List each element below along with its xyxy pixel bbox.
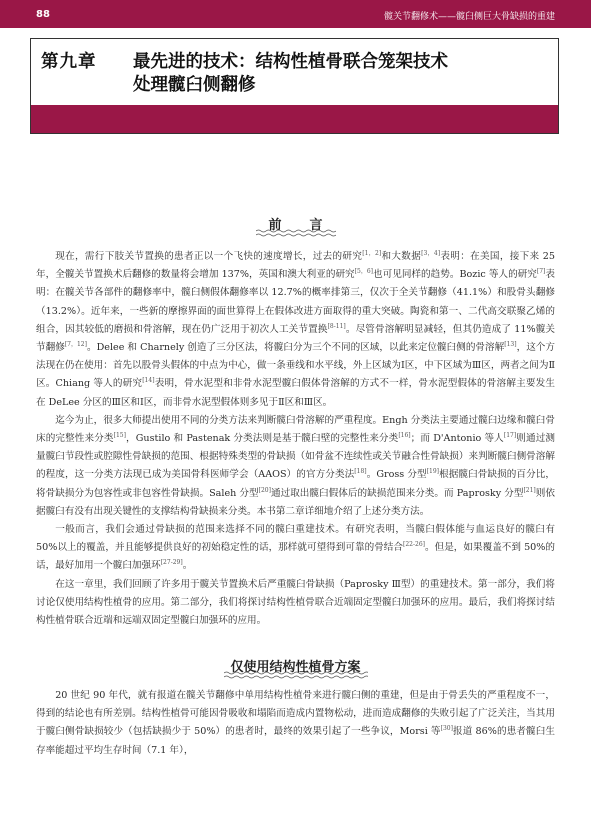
citation-ref: [3，4] [421, 250, 441, 257]
text-run: 也可见同样的趋势。Bozic 等人的研究 [373, 269, 537, 281]
text-run: 通过取出髋臼假体后的缺损范围来分类。而 Paprosky 分型 [270, 487, 524, 499]
graft-paragraph [36, 687, 555, 760]
citation-ref: [5，6] [354, 268, 374, 276]
citation-ref: [20] [258, 486, 271, 494]
text-run: ，这个方法现在仍在使用：首先以股骨头假体的中点为中心，做一条垂线和水平线，外上区域为Ⅰ区，中下区域为Ⅲ区，两者之间为Ⅱ区。Chiang 等人的研究 [36, 342, 555, 390]
preface-paragraph [36, 248, 555, 412]
running-head: 髋关节翻修术——髋臼侧巨大骨缺损的重建 [383, 12, 555, 22]
text-run: 表明，骨水泥型和非骨水泥型髋臼假体骨溶解的方式不一样，骨水泥型假体的骨溶解主要发生在 DeLee 分区的Ⅲ区和Ⅰ区，而非骨水泥型假体则多见于Ⅱ区和Ⅲ区。 [36, 378, 555, 408]
citation-ref: [7] [536, 268, 546, 276]
text-run: 表明：在美国，接下来 25 年，全髋关节置换术后翻修的数量将会增加 137%，英国和澳大利亚的研究 [36, 251, 556, 281]
chapter-title [41, 51, 546, 97]
citation-ref: [17] [503, 432, 517, 440]
citation-ref: [16] [398, 432, 411, 440]
chapter-title-line-2: 处理髋臼侧翻修 [133, 75, 256, 95]
text-run: 报道 86%的患者髋臼生存率能超过平均生存时间（7.1 年）， [36, 726, 555, 756]
text-run: ，Gustilo 和 Pastenak 分类法则是基于髋臼壁的完整性来分类 [125, 433, 399, 445]
text-run: 则依据髋臼有没有出现关键性的支撑结构骨缺损来分类。本书第二章详细地介绍了上述分类方法。 [36, 487, 555, 517]
citation-ref: [1，2] [362, 250, 382, 257]
text-run: 在这一章里，我们回顾了许多用于髋关节置换术后严重髋臼骨缺损（Paprosky Ⅲ型）的重建技术。第一部分，我们将讨论仅使用结构性植骨的应用。第二部分，我们将探讨结构性植骨联合近端固定型髋臼加强环的应用。最后，我们将探讨结构性植骨联合近端和远端双固定型髋臼加强环的应用。 [36, 578, 555, 627]
preface-paragraph [36, 521, 555, 576]
preface-paragraph [36, 412, 555, 521]
citation-ref: [30] [440, 725, 453, 733]
text-run: 迄今为止，很多大师提出使用不同的分类方法来判断髋臼骨溶解的严重程度。Engh 分类法主要通过髋臼边缘和髋臼骨床的完整性来分类 [36, 414, 555, 445]
citation-ref: [14] [142, 377, 155, 385]
citation-ref: [15] [113, 432, 126, 440]
structural-graft-body [36, 687, 555, 760]
text-run: ；而 D'Antonio 等人 [410, 433, 504, 445]
text-run: 一般而言，我们会通过骨缺损的范围来选择不同的髋臼重建技术。有研究表明，当髋臼假体能与血运良好的髋臼有 50%以上的覆盖，并且能够提供良好的初始稳定性的话，那样就可望得到可靠的骨结合 [36, 524, 555, 554]
citation-ref: [19] [426, 468, 440, 476]
text-run: 现在，需行下肢关节置换的患者正以一个飞快的速度增长，过去的研究 [55, 251, 363, 262]
structural-graft-heading: 仅使用结构性植骨方案 [230, 660, 361, 675]
text-run: 。Delee 和 Charnely 创造了三分区法，将髋臼分为三个不同的区域，以此来定位髋臼侧的骨溶解 [86, 342, 505, 354]
text-run: 。但是，如果覆盖不到 50%的话，最好加用一个髋臼加强环 [36, 542, 555, 572]
text-run: 则通过测量髋臼节段性或腔隙性骨缺损的范围、根据特殊类型的骨缺损（如骨盆不连续性或关节融合性骨缺损）来判断髋臼侧骨溶解的程度，这一分类方法现已成为美国骨科医师学会（AAOS）的官方分类法 [36, 433, 556, 481]
page-header-band [0, 0, 591, 28]
text-run: 。Gross 分型 [366, 469, 427, 481]
chapter-title-line-1: 最先进的技术：结构性植骨联合笼架技术 [133, 52, 448, 72]
citation-ref: [22-26] [403, 541, 425, 549]
citation-ref: [8-11] [327, 322, 346, 330]
chapter-number: 第九章 [41, 52, 97, 72]
preface-heading-wavy-rule [256, 229, 336, 237]
citation-ref: [13] [504, 341, 517, 349]
text-run: 和大数据 [381, 251, 422, 262]
citation-ref: [7，12] [64, 341, 87, 349]
page-number: 88 [36, 9, 50, 20]
chapter-color-band [31, 105, 558, 133]
citation-ref: [21] [523, 486, 536, 494]
text-run: 根据髋臼骨缺损的百分比，将骨缺损分为包容性或非包容性骨缺损。Saleh 分型 [36, 469, 555, 499]
text-run: 。尽管骨溶解明显减轻，但其仍造成了 11%髋关节翻修 [36, 323, 556, 354]
text-run: 。 [182, 560, 193, 572]
chapter-title-box [30, 38, 559, 134]
citation-ref: [27-29] [160, 559, 183, 567]
text-run: 20 世纪 90 年代，就有报道在髋关节翻修中单用结构性植骨来进行髋臼侧的重建，但是由于骨丢失的严重程度不一，得到的结论也有所差别。结构性植骨可能因骨吸收和塌陷而造成内置物松动，进而造成翻修的失败引起了广泛关注，当其用于髋臼侧骨缺损较少（包括缺损少于 50%）的患者时，最终的效果引起了一些争议，Morsi 等 [36, 690, 555, 738]
graft-heading-wavy-rule [224, 671, 368, 679]
preface-paragraph [36, 576, 555, 631]
text-run: 表明：在髋关节各部件的翻修率中，髋臼侧假体翻修率以 12.7%的概率排第三，仅次于全关节翻修（41.1%）和股骨头翻修（13.2%）。近年来，一些新的摩擦界面的面世算得上在假体改进方面取得的重大突破。陶瓷和第一、二代高交联聚乙烯的组合，因其较低的磨损和骨溶解，现在仍广泛用于初次人工关节置换 [36, 269, 555, 335]
preface-body [36, 248, 555, 630]
preface-heading: 前言 [268, 218, 351, 233]
citation-ref: [18] [354, 468, 367, 476]
